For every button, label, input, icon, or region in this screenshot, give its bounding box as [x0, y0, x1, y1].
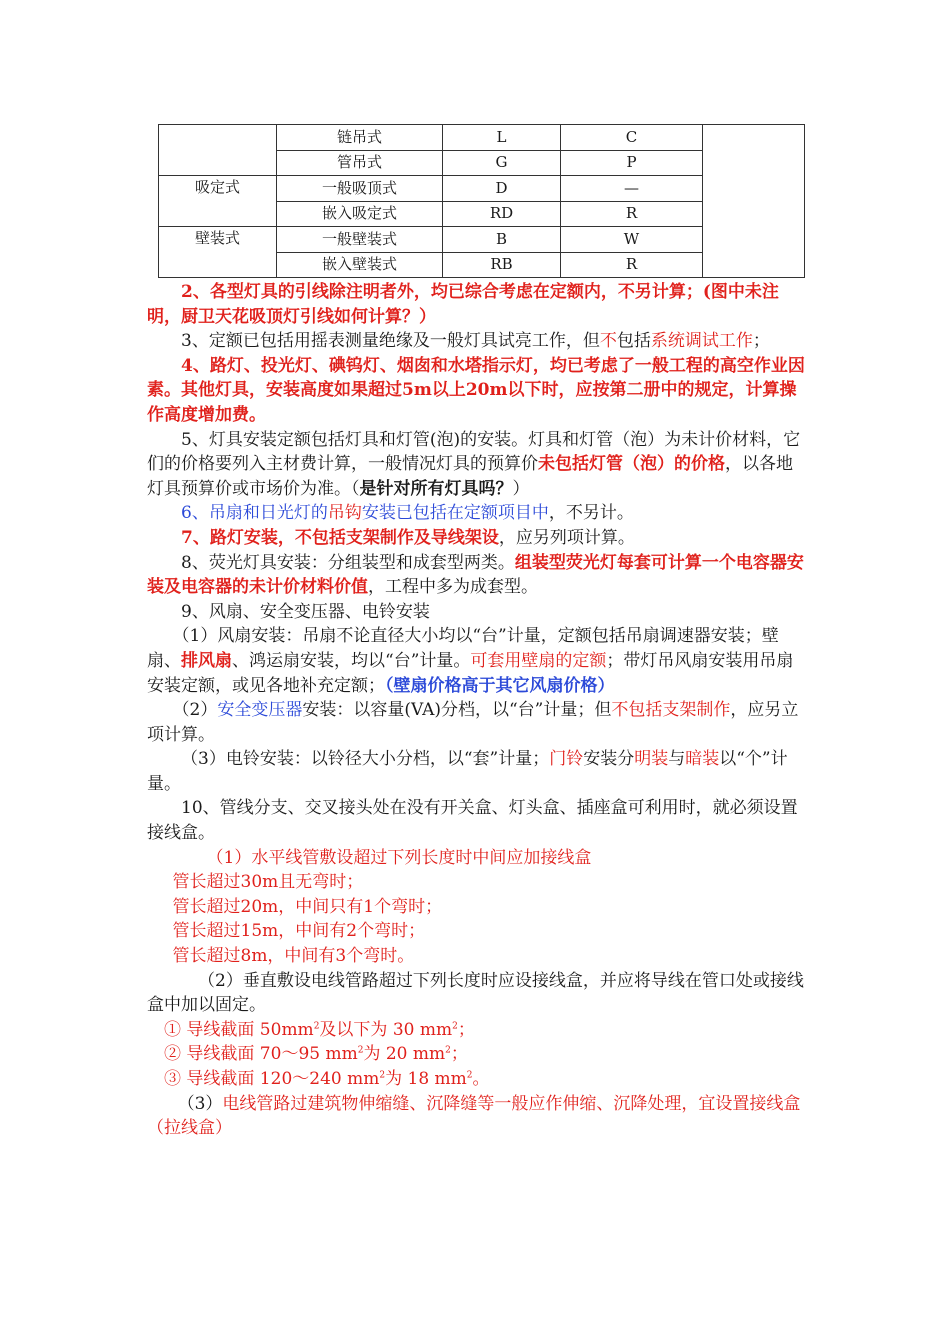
text-run: 5、灯具安装定额包括灯具和灯管(泡)的安装。灯具和灯管（泡）为未计价材料，它们的价格要列入主材费计算，一般情况灯具的预算价: [147, 429, 801, 475]
paragraph-10-3: [147, 1092, 809, 1141]
table-cell: C: [561, 125, 703, 151]
paragraph-9-3: [147, 747, 809, 796]
length-rule: 管长超过20m，中间只有1个弯时；: [172, 896, 443, 917]
paragraph-3: [147, 329, 809, 354]
table-cell: [703, 125, 805, 278]
text-run: 排风扇: [181, 650, 232, 671]
table-cell: [159, 125, 277, 176]
table-cell: L: [443, 125, 561, 151]
text-run: ；: [450, 1044, 468, 1065]
paragraph-9-1: [147, 624, 809, 698]
text-run: 电线管路过建筑物伸缩缝、沉降缝等一般应作伸缩、沉降处理，宜设置接线盒（拉线盒）: [147, 1093, 801, 1139]
text-run: （1）风扇安装：吊扇不论直径大小均以“台”计量，定额包括吊扇调速器安装；壁扇、: [147, 626, 779, 671]
text-run: 安装：以容量(VA)分档，以“台”计量；但: [302, 700, 612, 721]
text-run: ② 导线截面 70～95 mm: [164, 1044, 358, 1065]
paragraph-10-2: （2）垂直敷设电线管路超过下列长度时应设接线盒，并应将导线在管口处或接线盒中加以固定。: [147, 970, 804, 1016]
table-cell: —: [561, 176, 703, 202]
text-run: 与: [668, 749, 686, 770]
paragraph-10-1: （1）水平线管敷设超过下列长度时中间应加接线盒: [206, 847, 592, 868]
table-cell: 吸定式: [159, 176, 277, 227]
table-cell: P: [561, 150, 703, 176]
table-cell: 一般吸顶式: [277, 176, 443, 202]
text-run: 8、荧光灯具安装：分组装型和成套型两类。: [181, 552, 515, 573]
table-cell: W: [561, 227, 703, 253]
length-rule: 管长超过8m，中间有3个弯时。: [172, 946, 415, 967]
text-run: ，以各地灯具预算价或市场价为准。（: [147, 454, 793, 499]
superscript: 2: [466, 1070, 473, 1081]
text-run: ）: [512, 478, 530, 499]
superscript: 2: [452, 1021, 458, 1032]
text-run: 系统调试工作: [650, 331, 753, 352]
text-run: ，应另立项计算。: [147, 700, 799, 745]
text-run: 不包括支架制作: [611, 700, 731, 721]
table-cell: R: [561, 201, 703, 227]
text-run: ，不另计。: [548, 503, 634, 524]
text-run: ③ 导线截面 120～240 mm: [164, 1069, 380, 1089]
text-run: 门铃: [549, 749, 584, 770]
text-run: 明装: [634, 749, 669, 770]
paragraph-4: 4、路灯、投光灯、碘钨灯、烟囱和水塔指示灯，均已考虑了一般工程的高空作业因素。其他灯具，安装高度如果超过5m以上20m以下时，应按第二册中的规定，计算操作高度增加费。: [147, 355, 805, 425]
text-run: 可套用壁扇的定额: [470, 650, 607, 671]
text-run: 7、路灯安装，不包括支架制作及导线架设: [181, 527, 499, 548]
section-rule: [147, 1018, 809, 1043]
paragraph-8: [147, 551, 809, 600]
superscript: 2: [313, 1021, 320, 1032]
text-run: 6、吊扇和日光灯的: [181, 503, 328, 524]
section-rule: [147, 1042, 809, 1067]
text-run: 、鸿运扇安装，均以“台”计量。: [232, 650, 471, 671]
table-cell: 链吊式: [277, 125, 443, 151]
text-run: （3）: [177, 1093, 223, 1114]
table-cell: 管吊式: [277, 150, 443, 176]
text-run: 组装型荧光灯每套可计算一个电容器安装及电容器的未计价材料价值: [147, 552, 804, 598]
paragraph-9-2: [147, 698, 809, 747]
table-cell: 嵌入壁装式: [277, 252, 443, 278]
text-run: 安全变压器: [217, 700, 303, 721]
paragraph-9: 9、风扇、安全变压器、电铃安装: [181, 601, 430, 622]
table-row: [159, 125, 805, 151]
text-run: 以“个”计量。: [147, 749, 788, 794]
text-run: 吊钩: [327, 503, 362, 524]
table-cell: D: [443, 176, 561, 202]
paragraph-6: [147, 501, 809, 526]
text-run: ；: [752, 331, 770, 352]
text-run: 安装已包括在定额项目中: [361, 503, 549, 524]
text-run: ① 导线截面 50mm: [164, 1019, 314, 1040]
table-cell: R: [561, 252, 703, 278]
paragraph-7: [147, 526, 809, 551]
text-run: 3、定额已包括用摇表测量绝缘及一般灯具试亮工作，但: [181, 331, 600, 352]
text-run: ；带灯吊风扇安装用吊扇安装定额，或见各地补充定额；: [147, 650, 794, 696]
table-cell: RB: [443, 252, 561, 278]
table-cell: B: [443, 227, 561, 253]
text-run: 为 20 mm: [363, 1044, 446, 1065]
table-cell: 壁装式: [159, 227, 277, 278]
text-run: 未包括灯管（泡）的价格: [538, 454, 725, 475]
section-rule: [147, 1067, 809, 1092]
lamp-code-table: [158, 124, 805, 278]
table-cell: RD: [443, 201, 561, 227]
text-run: 为 18 mm: [385, 1069, 467, 1089]
text-run: （壁扇价格高于其它风扇价格）: [385, 675, 615, 696]
paragraph-2: 2、各型灯具的引线除注明者外，均已综合考虑在定额内，不另计算；(图中未注明，厨卫天花吸顶灯引线如何计算？）: [147, 282, 779, 327]
table-cell: 一般壁装式: [277, 227, 443, 253]
superscript: 2: [379, 1070, 386, 1081]
length-rule: 管长超过30m且无弯时；: [172, 872, 364, 893]
table-cell: G: [443, 150, 561, 176]
text-run: 不: [599, 331, 617, 352]
text-run: 。: [472, 1069, 490, 1089]
text-run: ；: [457, 1019, 475, 1040]
text-run: 是针对所有灯具吗？: [359, 478, 513, 499]
superscript: 2: [445, 1045, 451, 1056]
text-run: ，工程中多为成套型。: [368, 577, 538, 598]
text-run: 暗装: [685, 749, 720, 770]
paragraph-10: 10、管线分支、交叉接头处在没有开关盒、灯头盒、插座盒可利用时，就必须设置接线盒。: [147, 798, 798, 844]
length-rule: 管长超过15m，中间有2个弯时；: [172, 921, 426, 942]
text-run: （3）电铃安装：以铃径大小分档，以“套”计量；: [181, 749, 550, 770]
body-text: [147, 280, 809, 1141]
text-run: （2）: [172, 700, 218, 721]
text-run: 及以下为 30 mm: [319, 1019, 453, 1040]
table-cell: 嵌入吸定式: [277, 201, 443, 227]
paragraph-5: [147, 428, 809, 502]
superscript: 2: [357, 1045, 364, 1056]
text-run: 包括: [616, 331, 651, 352]
text-run: ，应另列项计算。: [498, 527, 635, 548]
text-run: 安装分: [583, 749, 635, 770]
